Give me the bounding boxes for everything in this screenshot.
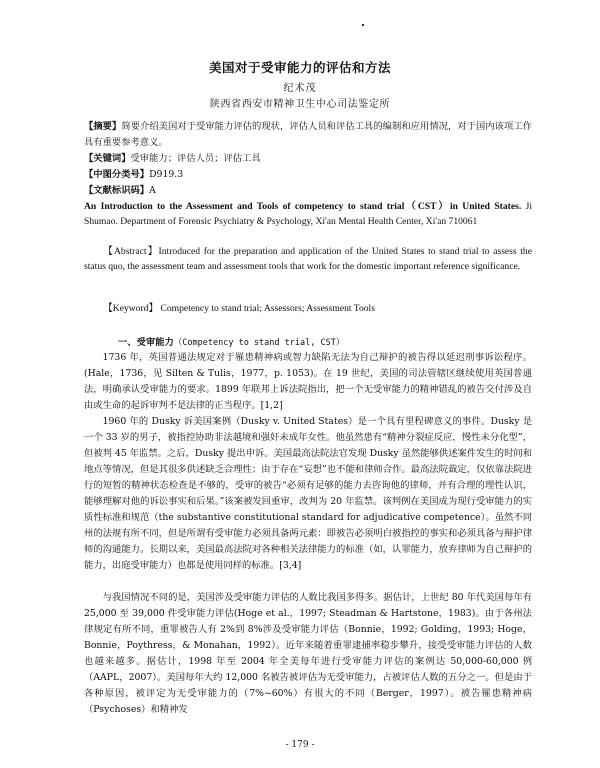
section-heading-cn: 一、受审能力 bbox=[118, 337, 174, 348]
abstract-cn-label: 【摘要】 bbox=[84, 121, 122, 132]
page-number: - 179 - bbox=[285, 740, 315, 750]
section-heading-en: （Competency to stand trial, CST） bbox=[173, 338, 345, 348]
section-heading bbox=[118, 334, 344, 348]
clc-text: D919.3 bbox=[149, 169, 184, 180]
body-paragraph: 1960 年的 Dusky 诉美国案例（Dusky v. United States）是一个具有里程碑意义的事件。Dusky 是一个 33 岁的男子，被指控协助非法越境和强奸未成年女性。他虽然患有“精神分裂症反应，慢性未分化型”，但被判 45 年监禁。之后，Dusky 提出申诉。美国最高法院法官发现 Dusky 虽然能够供述案件发生的时间和地点等情况，但是其很多供述缺乏合理性；由于存在“妄想”也不能和律师合作。最高法院裁定，仅依靠法院进行的短暂的精神状态检查是不够的，受审的被告“必须有足够的能力去咨询他的律师，并有合理的理性认识，能够理解对他的诉讼事实和后果。”该案被发回重审，改判为 20 年监禁。该判例在美国成为现行受审能力的实质性标准和规范（the substantive constitutional standard for adjudicative competence）。虽然不同州的法规有所不同，但是所谓有受审能力必须具备两元素：即被告必须明白被指控的事实和必须具备与辩护律师的沟通能力。长期以来，美国最高法院对各种相关法律能力的标准（如，认罪能力，放弃律师为自己辩护的能力，出庭受审能力）也都是使用同样的标准。[3,4] bbox=[84, 416, 532, 571]
body-paragraph: 与我国情况不同的是，美国涉及受审能力评估的人数比我国多得多。据估计，上世纪 80 年代美国每年有 25,000 至 39,000 件受审能力评估(Hoge et al.，1997; Steadman & Hartstone，1983)。由于各州法律规定有所不同，重罪被告人有 2%到 8%涉及受审能力评估（Bonnie，1992; Golding，1993; Hoge，Bonnie，Poythress，& Monahan，1992）。近年来随着重罪逮捕率稳步攀升，接受受审能力评估的人数也越来越多。据估计，1998 年至 2004 年全美每年进行受审能力评估的案例达 50,000-60,000 例（AAPL，2007）。美国每年大约 12,000 名被告被评估为无受审能力，占被评估人数的五分之一。但是由于各种原因，被评定为无受审能力的（7%~60%）有很大的不同（Berger，1997）。被告罹患精神病（Psychoses）和精神发 bbox=[84, 592, 532, 715]
english-keywords bbox=[84, 302, 532, 317]
doc-code-text: A bbox=[149, 185, 156, 196]
scan-speck bbox=[362, 24, 364, 26]
keywords-cn-text: 受审能力；评估人员；评估工具 bbox=[130, 153, 261, 164]
english-title: An Introduction to the Assessment and Tools of competency to stand trial（CST）in United States. bbox=[84, 201, 522, 212]
body-paragraph: 1736 年，英国普通法规定对于罹患精神病或智力缺陷无法为自己辩护的被告得以延迟刑事诉讼程序。(Hale，1736，见 Silten & Tulis，1977，p. 1053)。在 19 世纪，美国的司法管辖区继续使用英国普通法，明确承认受审能力的要求。1899 年联邦上诉法院指出，把一个无受审能力的精神错乱的被告交付涉及自由或生命的起诉审判不是法律的正当程序。[1,2] bbox=[84, 352, 532, 411]
english-abstract-label: 【Abstract】 bbox=[103, 246, 159, 257]
english-keyword-label: 【Keyword】 bbox=[103, 303, 159, 314]
english-abstract bbox=[84, 245, 532, 274]
paper-title: 美国对于受审能力的评估和方法 bbox=[208, 60, 391, 75]
author-name: 纪术茂 bbox=[283, 83, 317, 94]
english-author-affiliation: Ji Shumao. Department of Forensic Psychiatry & Psychology, Xi'an Mental Health Center, Xi'an 710061 bbox=[84, 201, 532, 227]
doc-code-label: 【文献标识码】 bbox=[84, 185, 150, 196]
english-keyword-text: Competency to stand trial; Assessors; Assessment Tools bbox=[158, 303, 375, 314]
doc-code bbox=[84, 183, 532, 199]
clc-label: 【中图分类号】 bbox=[84, 169, 150, 180]
keywords-cn-label: 【关键词】 bbox=[84, 153, 131, 164]
keywords-cn bbox=[84, 151, 532, 167]
english-title-block bbox=[84, 200, 532, 229]
abstract-cn bbox=[84, 119, 532, 151]
clc-number bbox=[84, 167, 532, 183]
english-abstract-text: Introduced for the preparation and application of the United States to stand trial to assess the status quo, the assessment team and assessment tools that work for the domestic important reference significance. bbox=[84, 246, 532, 272]
author-affiliation: 陕西省西安市精神卫生中心司法鉴定所 bbox=[209, 99, 391, 110]
abstract-cn-text: 简要介绍美国对于受审能力评估的现状，评估人员和评估工具的编制和应用情况，对于国内该项工作具有重要参考意义。 bbox=[84, 121, 532, 148]
